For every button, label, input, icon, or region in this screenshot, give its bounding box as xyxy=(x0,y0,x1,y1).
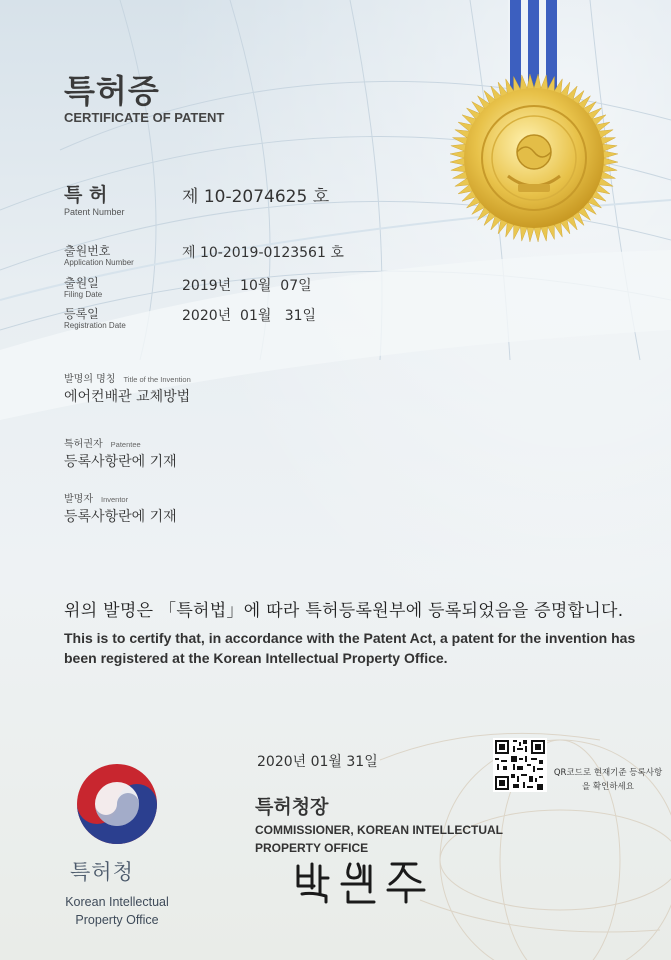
registration-date-label-en: Registration Date xyxy=(64,321,126,330)
certification-text-ko: 위의 발명은 「특허법」에 따라 특허등록원부에 등록되었음을 증명합니다. xyxy=(64,601,624,621)
registration-date-value: 2020년 01월 31일 xyxy=(182,308,317,324)
inventor-label xyxy=(64,490,128,505)
patentee-label-ko: 특허권자 xyxy=(64,439,103,450)
gold-seal-icon xyxy=(448,72,620,244)
registration-date-label: 등록일 xyxy=(64,307,99,321)
certificate-title-en: CERTIFICATE OF PATENT xyxy=(64,110,225,125)
patent-number-value: 제 10-2074625 호 xyxy=(182,187,330,207)
invention-title-value: 에어컨배관 교체방법 xyxy=(64,389,191,405)
certification-text-en: This is to certify that, in accordance with the Patent Act, a patent for the invention has been registered at the Korean Intellectual Property Office. xyxy=(64,630,636,666)
invention-title-label xyxy=(64,370,191,385)
filing-date-label-en: Filing Date xyxy=(64,290,103,299)
application-number-label: 출원번호 xyxy=(64,244,111,258)
office-name-en: Korean Intellectual Property Office xyxy=(65,895,169,927)
issue-date: 2020년 01월 31일 xyxy=(257,754,378,770)
taeguk-logo-icon xyxy=(74,761,160,847)
qr-code-note: QR코드로 현재기준 등록사항을 확인하세요 xyxy=(553,768,663,792)
commissioner-title-ko: 특허청장 xyxy=(255,796,329,818)
inventor-label-en: Inventor xyxy=(100,495,129,504)
filing-date-value: 2019년 10월 07일 xyxy=(182,278,312,294)
application-number-label-en: Application Number xyxy=(64,258,134,267)
commissioner-title-en: COMMISSIONER, KOREAN INTELLECTUAL PROPERTY OFFICE xyxy=(255,823,503,855)
qr-code-icon[interactable] xyxy=(493,738,547,792)
invention-title-label-en: Title of the Invention xyxy=(123,375,191,384)
inventor-label-ko: 발명자 xyxy=(64,494,93,505)
certificate-title-ko: 특허증 xyxy=(64,72,160,110)
application-number-value: 제 10-2019-0123561 호 xyxy=(182,245,344,261)
patentee-label-en: Patentee xyxy=(110,440,141,449)
commissioner-signature xyxy=(292,856,442,906)
inventor-value: 등록사항란에 기재 xyxy=(64,509,177,525)
patent-number-label: 특 허 xyxy=(64,184,108,206)
patentee-value: 등록사항란에 기재 xyxy=(64,454,177,470)
patent-number-label-en: Patent Number xyxy=(64,207,125,217)
invention-title-label-ko: 발명의 명칭 xyxy=(64,374,116,385)
patentee-label xyxy=(64,435,141,450)
filing-date-label: 출원일 xyxy=(64,276,99,290)
office-name-ko: 특허청 xyxy=(70,860,134,884)
